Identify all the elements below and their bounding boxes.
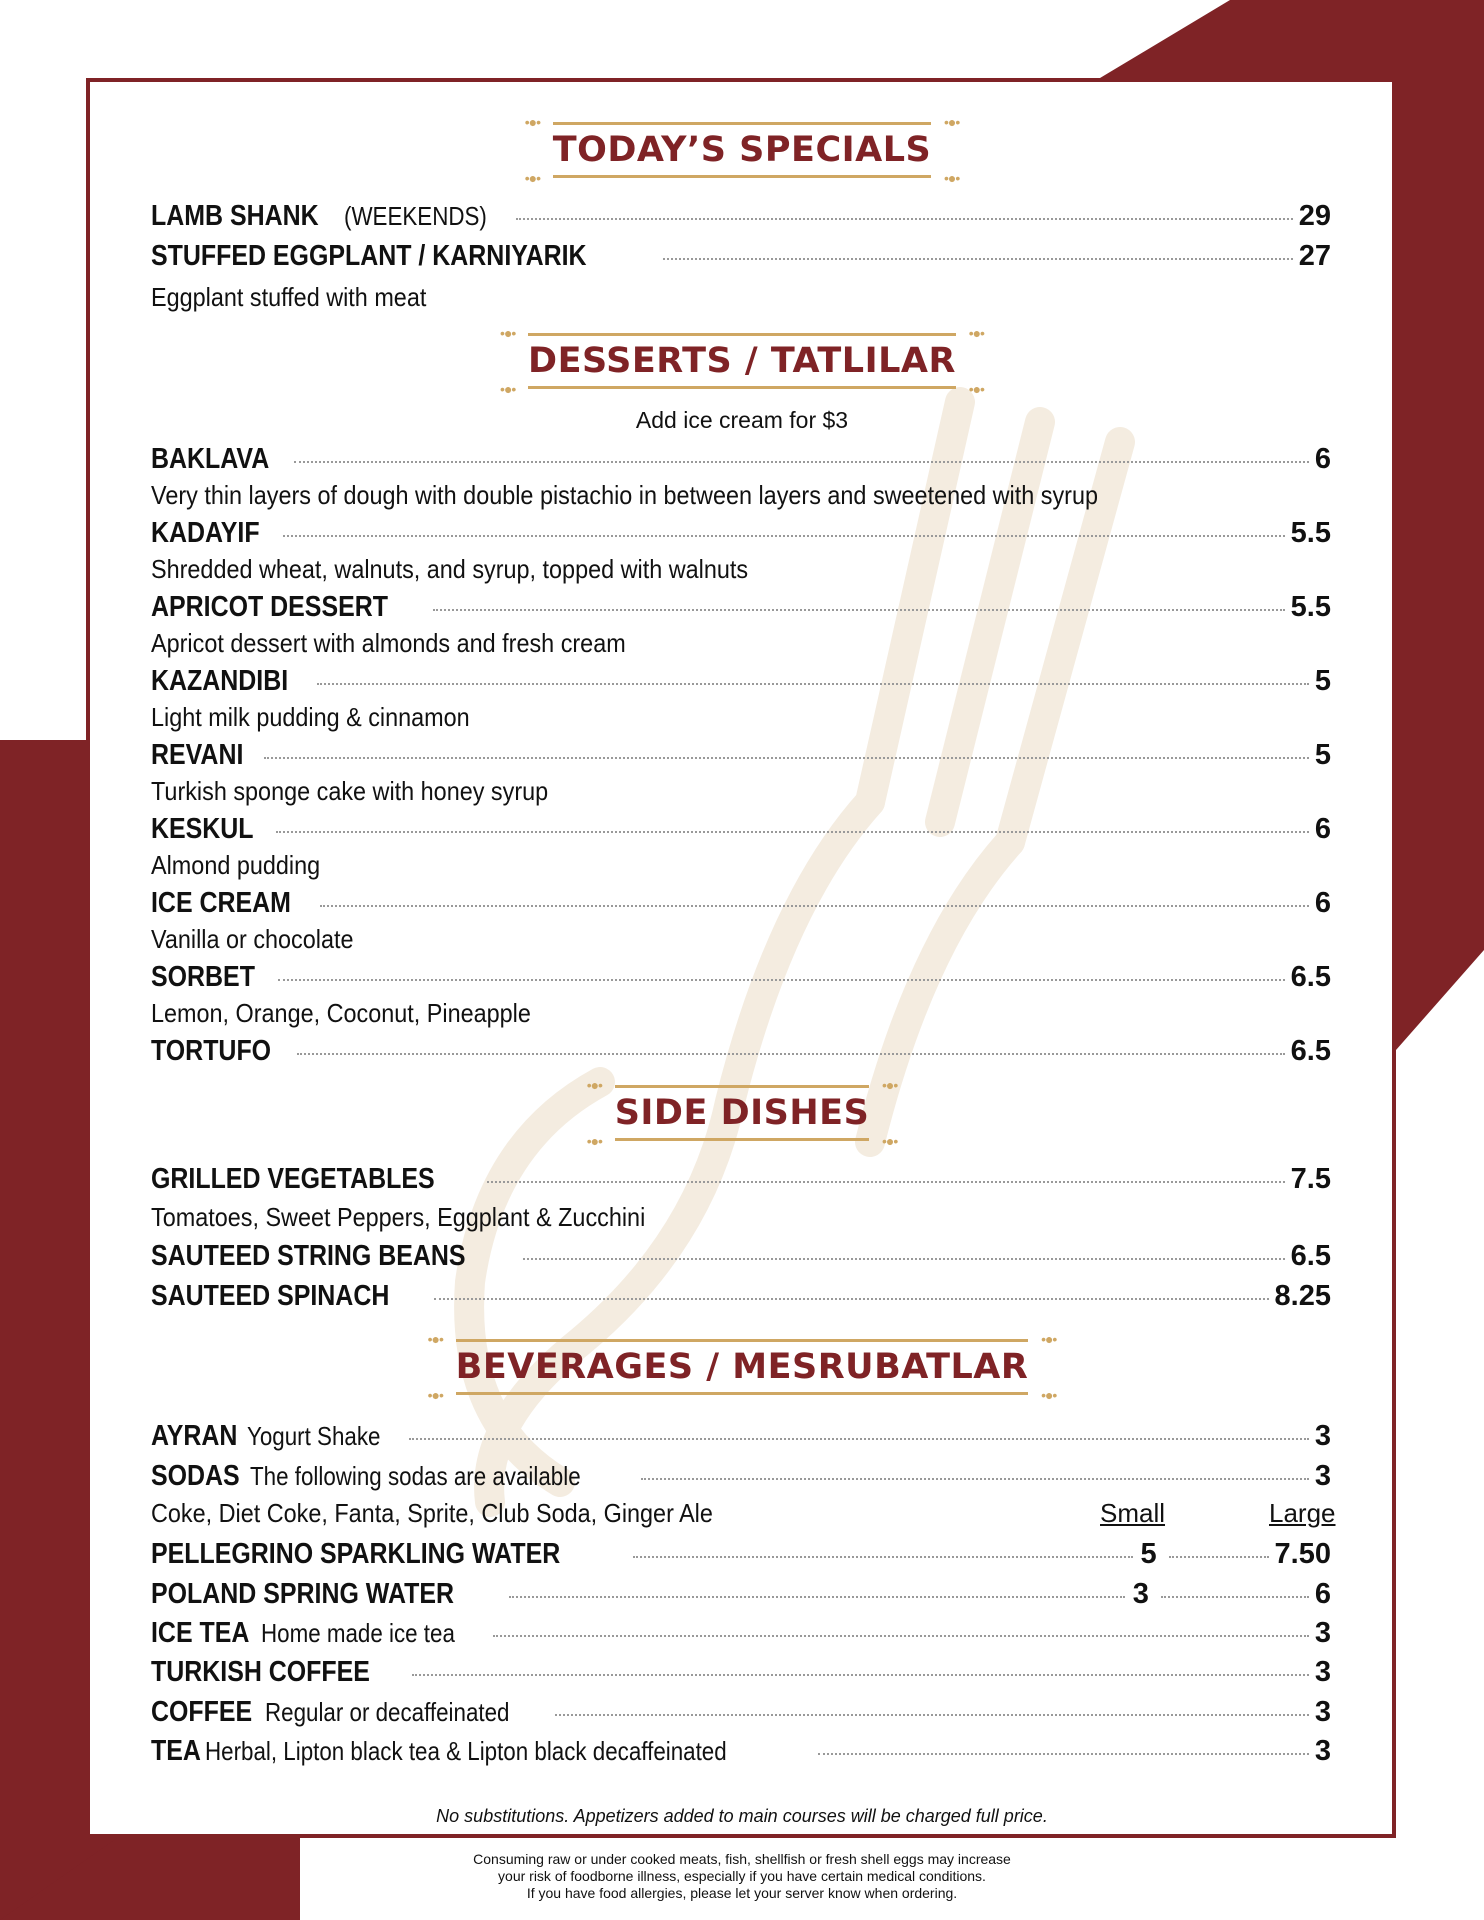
item-name: POLAND SPRING WATER [151, 1578, 454, 1610]
section-title-desserts: DESSERTS / TATLILAR [528, 341, 956, 381]
menu-item [151, 1460, 1331, 1493]
item-price: 3 [1314, 1696, 1331, 1728]
section-title-specials: TODAY’S SPECIALS [552, 130, 932, 170]
item-price: 3 [1314, 1460, 1331, 1492]
menu-item [151, 1696, 1331, 1729]
item-note: Yogurt Shake [247, 1421, 381, 1451]
item-price: 8.25 [1274, 1280, 1331, 1312]
desserts-subtitle: Add ice cream for $3 [635, 407, 849, 433]
item-name: KAZANDIBI [151, 665, 289, 697]
divider [528, 386, 956, 389]
item-price: 5.5 [1290, 517, 1331, 549]
menu-item [151, 1240, 1331, 1273]
price-large: 7.50 [1274, 1538, 1331, 1570]
item-name: SAUTEED SPINACH [151, 1280, 390, 1312]
legal-line: your risk of foodborne illness, especially if you have certain medical conditions. [498, 1868, 986, 1884]
leader-dots [555, 1714, 1309, 1716]
item-price: 29 [1298, 200, 1331, 232]
menu-item [151, 665, 1331, 698]
item-note: (WEEKENDS) [343, 201, 487, 231]
leader-dots [1161, 1596, 1309, 1598]
menu-item [151, 961, 1331, 994]
leader-dots [276, 831, 1309, 833]
leader-dots [264, 757, 1308, 759]
menu-item [151, 1578, 1331, 1611]
leader-dots [523, 1258, 1285, 1260]
menu-item [151, 1035, 1331, 1068]
leader-dots [516, 218, 1293, 220]
ornament-icon: •●• [524, 170, 540, 186]
item-name: LAMB SHANK [151, 200, 319, 232]
leader-dots [283, 535, 1284, 537]
size-large-header: Large [1269, 1498, 1336, 1528]
ornament-icon: •●• [968, 381, 984, 397]
item-name: ICE TEA [151, 1617, 250, 1649]
leader-dots [509, 1596, 1125, 1598]
item-description: Turkish sponge cake with honey syrup [151, 776, 549, 806]
price-large: 6 [1314, 1578, 1331, 1610]
item-name: SAUTEED STRING BEANS [151, 1240, 466, 1272]
sides-heading-block [0, 1077, 1484, 1149]
item-note: Herbal, Lipton black tea & Lipton black decaffeinated [205, 1736, 727, 1766]
item-name: AYRAN [151, 1420, 238, 1452]
beverages-heading-block [0, 1331, 1484, 1403]
item-note: Home made ice tea [261, 1618, 456, 1648]
leader-dots [433, 609, 1285, 611]
item-description: Very thin layers of dough with double pistachio in between layers and sweetened with syrup [151, 480, 1098, 510]
item-price: 7.5 [1290, 1163, 1331, 1195]
divider [553, 175, 932, 178]
ornament-icon: •●• [427, 1387, 443, 1403]
item-name: PELLEGRINO SPARKLING WATER [151, 1538, 561, 1570]
item-price: 3 [1314, 1656, 1331, 1688]
menu-item [151, 1163, 1331, 1196]
leader-dots [434, 1298, 1268, 1300]
substitution-note: No substitutions. Appetizers added to main courses will be charged full price. [436, 1806, 1048, 1826]
item-price: 6.5 [1290, 1035, 1331, 1067]
specials-heading-block [0, 114, 1484, 186]
menu-item [151, 1735, 1331, 1768]
item-price: 6 [1314, 887, 1331, 919]
leader-dots [412, 1674, 1309, 1676]
leader-dots [487, 1181, 1285, 1183]
leader-dots [320, 905, 1309, 907]
item-price: 6 [1314, 813, 1331, 845]
ornament-icon: •●• [427, 1331, 443, 1347]
menu-item [151, 517, 1331, 550]
legal-line: Consuming raw or under cooked meats, fish, shellfish or fresh shell eggs may increase [473, 1851, 1011, 1867]
item-description: Light milk pudding & cinnamon [151, 702, 470, 732]
menu-item [151, 1617, 1331, 1650]
desserts-heading-block [0, 325, 1484, 397]
item-name: TURKISH COFFEE [151, 1656, 370, 1688]
menu-item [151, 887, 1331, 920]
menu-item [151, 739, 1331, 772]
ornament-icon: •●• [882, 1077, 898, 1093]
item-note: The following sodas are available [250, 1461, 581, 1491]
leader-dots [633, 1556, 1133, 1558]
ornament-icon: •●• [586, 1077, 602, 1093]
menu-item [151, 443, 1331, 476]
item-name: KADAYIF [151, 517, 260, 549]
item-name: KESKUL [151, 813, 254, 845]
menu-item [151, 813, 1331, 846]
ornament-icon: •●• [1041, 1387, 1057, 1403]
item-name: COFFEE [151, 1696, 253, 1728]
item-price: 3 [1314, 1420, 1331, 1452]
item-price: 6.5 [1290, 961, 1331, 993]
item-name: TEA [151, 1735, 201, 1767]
leader-dots [663, 258, 1292, 260]
ornament-icon: •●• [586, 1133, 602, 1149]
sodas-list: Coke, Diet Coke, Fanta, Sprite, Club Soda, Ginger Ale [151, 1498, 713, 1528]
ornament-icon: •●• [500, 381, 516, 397]
item-price: 27 [1298, 240, 1331, 272]
item-description: Eggplant stuffed with meat [151, 282, 427, 312]
item-note: Regular or decaffeinated [264, 1697, 510, 1727]
menu-item [151, 1656, 1331, 1689]
ornament-icon: •●• [524, 114, 540, 130]
price-small: 5 [1140, 1538, 1157, 1570]
item-name: TORTUFO [151, 1035, 272, 1067]
leader-dots [1169, 1556, 1269, 1558]
leader-dots [317, 683, 1309, 685]
item-description: Lemon, Orange, Coconut, Pineapple [151, 998, 531, 1028]
item-price: 6 [1314, 443, 1331, 475]
ornament-icon: •●• [944, 114, 960, 130]
ornament-icon: •●• [500, 325, 516, 341]
leader-dots [297, 1053, 1285, 1055]
section-title-sides: SIDE DISHES [614, 1093, 870, 1133]
leader-dots [818, 1753, 1309, 1755]
ornament-icon: •●• [944, 170, 960, 186]
menu-item [151, 591, 1331, 624]
item-price: 5.5 [1290, 591, 1331, 623]
menu-item [151, 1420, 1331, 1453]
item-price: 5 [1314, 739, 1331, 771]
item-name: APRICOT DESSERT [151, 591, 388, 623]
ornament-icon: •●• [1041, 1331, 1057, 1347]
item-name: STUFFED EGGPLANT / KARNIYARIK [151, 240, 587, 272]
item-description: Shredded wheat, walnuts, and syrup, topped with walnuts [151, 554, 749, 584]
menu-item [151, 1538, 1331, 1571]
price-small: 3 [1132, 1578, 1149, 1610]
item-description: Almond pudding [151, 850, 321, 880]
leader-dots [278, 979, 1285, 981]
item-description: Tomatoes, Sweet Peppers, Eggplant & Zucchini [151, 1202, 646, 1232]
item-price: 5 [1314, 665, 1331, 697]
item-name: SODAS [151, 1460, 240, 1492]
item-price: 3 [1314, 1617, 1331, 1649]
item-price: 3 [1314, 1735, 1331, 1767]
item-description: Vanilla or chocolate [151, 924, 354, 954]
ornament-icon: •●• [882, 1133, 898, 1149]
leader-dots [493, 1635, 1309, 1637]
ornament-icon: •●• [968, 325, 984, 341]
divider [615, 1138, 870, 1141]
divider [456, 1392, 1029, 1395]
item-name: SORBET [151, 961, 255, 993]
item-price: 6.5 [1290, 1240, 1331, 1272]
item-name: BAKLAVA [151, 443, 270, 475]
legal-line: If you have food allergies, please let your server know when ordering. [526, 1885, 958, 1901]
menu-item [151, 200, 1331, 233]
leader-dots [641, 1478, 1309, 1480]
section-title-beverages: BEVERAGES / MESRUBATLAR [455, 1347, 1029, 1387]
menu-item [151, 240, 1331, 273]
leader-dots [294, 461, 1308, 463]
menu-item [151, 1280, 1331, 1313]
item-name: ICE CREAM [151, 887, 291, 919]
item-name: GRILLED VEGETABLES [151, 1163, 435, 1195]
item-description: Apricot dessert with almonds and fresh cream [151, 628, 626, 658]
size-small-header: Small [1100, 1498, 1166, 1528]
leader-dots [409, 1438, 1309, 1440]
item-name: REVANI [151, 739, 244, 771]
